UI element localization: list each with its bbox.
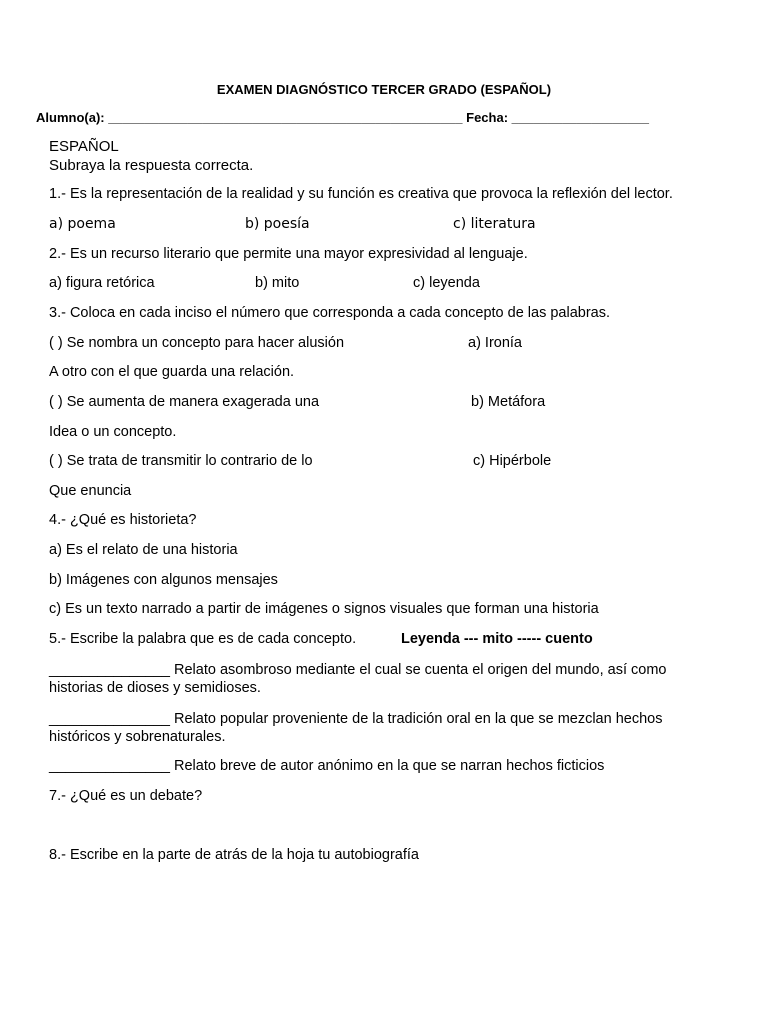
- q5-word-bank: Leyenda --- mito ----- cuento: [401, 631, 593, 647]
- q3-answer-c: c) Hipérbole: [473, 453, 552, 469]
- question-4: 4.- ¿Qué es historieta?: [49, 512, 197, 528]
- instructions: Subraya la respuesta correcta.: [49, 157, 254, 174]
- date-label: Fecha:: [466, 110, 509, 125]
- question-8: 8.- Escribe en la parte de atrás de la hoja tu autobiografía: [49, 847, 419, 863]
- q3-item-1[interactable]: ( ) Se nombra un concepto para hacer alusión: [49, 335, 345, 351]
- q3-item-3[interactable]: ( ) Se trata de transmitir lo contrario de lo: [49, 453, 313, 469]
- exam-title: EXAMEN DIAGNÓSTICO TERCER GRADO (ESPAÑOL): [216, 82, 552, 97]
- q5-item-1: [49, 661, 709, 697]
- q4-option-b[interactable]: b) Imágenes con algunos mensajes: [49, 572, 278, 588]
- q5-item-3: [49, 758, 604, 774]
- q5-item-3-text: Relato breve de autor anónimo en la que se narran hechos ficticios: [169, 758, 605, 774]
- section-title: ESPAÑOL: [49, 138, 119, 155]
- student-line: [36, 110, 649, 125]
- q5-item-2: [49, 710, 709, 746]
- question-5: 5.- Escribe la palabra que es de cada concepto.: [49, 631, 357, 647]
- q2-option-c[interactable]: c) leyenda: [413, 275, 480, 291]
- q3-answer-a: a) Ironía: [468, 335, 522, 351]
- q4-option-c[interactable]: c) Es un texto narrado a partir de imágenes o signos visuales que forman una historia: [49, 601, 599, 617]
- q5-item-2-text: Relato popular proveniente de la tradición oral en la que se mezclan hechos históricos y sobrenaturales.: [49, 711, 663, 745]
- q1-option-a[interactable]: a) poema: [49, 216, 116, 232]
- q2-option-a[interactable]: a) figura retórica: [49, 275, 155, 291]
- question-7: 7.- ¿Qué es un debate?: [49, 788, 203, 804]
- q3-answer-b: b) Metáfora: [471, 394, 546, 410]
- q5-item-2-blank[interactable]: _______________: [49, 711, 170, 727]
- q4-option-a[interactable]: a) Es el relato de una historia: [49, 542, 238, 558]
- question-1: 1.- Es la representación de la realidad y su función es creativa que provoca la reflexión del lector.: [49, 186, 673, 202]
- question-2: 2.- Es un recurso literario que permite una mayor expresividad al lenguaje.: [49, 246, 528, 262]
- q3-item-1-cont: A otro con el que guarda una relación.: [49, 364, 295, 380]
- q1-option-c[interactable]: c) literatura: [453, 216, 536, 232]
- q3-item-3-cont: Que enuncia: [49, 483, 132, 499]
- date-blank[interactable]: ___________________: [511, 110, 650, 125]
- question-3: 3.- Coloca en cada inciso el número que corresponda a cada concepto de las palabras.: [49, 305, 611, 321]
- student-name-blank[interactable]: _________________________________________________: [108, 110, 463, 125]
- q3-item-2-cont: Idea o un concepto.: [49, 424, 177, 440]
- q3-item-2[interactable]: ( ) Se aumenta de manera exagerada una: [49, 394, 320, 410]
- q5-item-1-blank[interactable]: _______________: [49, 662, 170, 678]
- q2-option-b[interactable]: b) mito: [255, 275, 300, 291]
- q5-item-3-blank[interactable]: _______________: [49, 758, 170, 774]
- student-label: Alumno(a):: [36, 110, 105, 125]
- q1-option-b[interactable]: b) poesía: [245, 216, 310, 232]
- q5-item-1-text: Relato asombroso mediante el cual se cuenta el origen del mundo, así como historias de dioses y semidioses.: [49, 662, 667, 696]
